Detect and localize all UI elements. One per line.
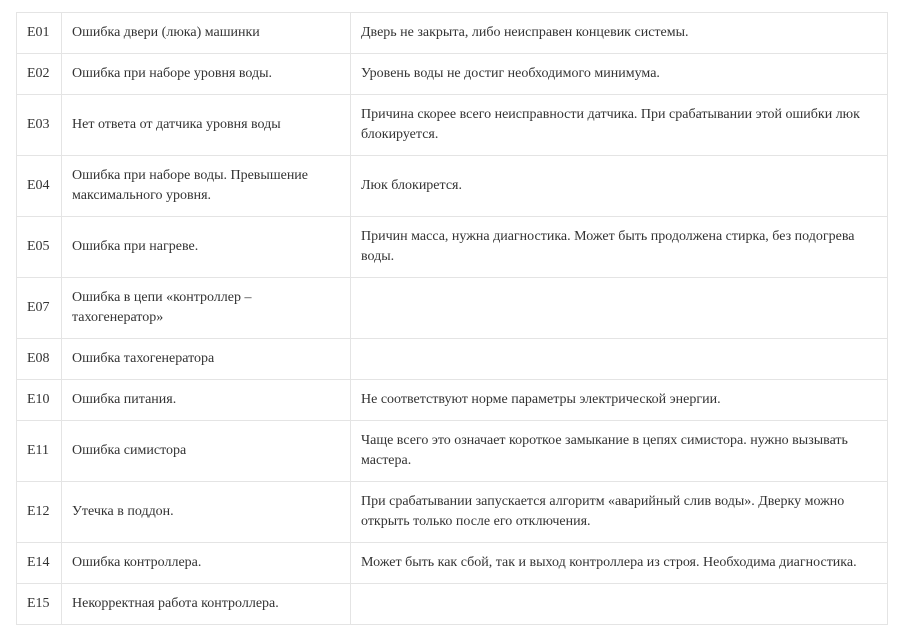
table-row: [17, 482, 888, 543]
error-code-cell: E02: [17, 54, 62, 95]
error-name-cell: Ошибка при наборе воды. Превышение максимального уровня.: [62, 156, 351, 217]
error-name-cell: Утечка в поддон.: [62, 482, 351, 543]
error-name-cell: Ошибка контроллера.: [62, 543, 351, 584]
error-codes-table: [16, 12, 888, 625]
error-code-cell: E04: [17, 156, 62, 217]
error-name-cell: Ошибка тахогенератора: [62, 339, 351, 380]
error-description-cell: [351, 278, 888, 339]
table-row: [17, 156, 888, 217]
table-row: [17, 543, 888, 584]
error-description-cell: Люк блокирется.: [351, 156, 888, 217]
error-description-cell: Уровень воды не достиг необходимого минимума.: [351, 54, 888, 95]
table-row: [17, 95, 888, 156]
error-name-cell: Ошибка при нагреве.: [62, 217, 351, 278]
error-description-cell: При срабатывании запускается алгоритм «аварийный слив воды». Дверку можно открыть только после его отключения.: [351, 482, 888, 543]
error-description-cell: Не соответствуют норме параметры электрической энергии.: [351, 380, 888, 421]
error-code-cell: E15: [17, 584, 62, 625]
error-name-cell: Нет ответа от датчика уровня воды: [62, 95, 351, 156]
error-description-cell: [351, 584, 888, 625]
error-codes-table-body: [17, 13, 888, 625]
error-description-cell: Причин масса, нужна диагностика. Может быть продолжена стирка, без подогрева воды.: [351, 217, 888, 278]
error-description-cell: Причина скорее всего неисправности датчика. При срабатывании этой ошибки люк блокируется.: [351, 95, 888, 156]
error-code-cell: E12: [17, 482, 62, 543]
error-code-cell: E11: [17, 421, 62, 482]
error-name-cell: Ошибка при наборе уровня воды.: [62, 54, 351, 95]
error-code-cell: E05: [17, 217, 62, 278]
error-name-cell: Некорректная работа контроллера.: [62, 584, 351, 625]
table-row: [17, 13, 888, 54]
error-description-cell: [351, 339, 888, 380]
error-code-cell: E01: [17, 13, 62, 54]
table-row: [17, 421, 888, 482]
table-row: [17, 380, 888, 421]
error-name-cell: Ошибка в цепи «контроллер – тахогенератор»: [62, 278, 351, 339]
error-description-cell: Может быть как сбой, так и выход контроллера из строя. Необходима диагностика.: [351, 543, 888, 584]
error-code-cell: E10: [17, 380, 62, 421]
error-code-cell: E03: [17, 95, 62, 156]
error-code-cell: E08: [17, 339, 62, 380]
error-description-cell: Чаще всего это означает короткое замыкание в цепях симистора. нужно вызывать мастера.: [351, 421, 888, 482]
error-description-cell: Дверь не закрыта, либо неисправен концевик системы.: [351, 13, 888, 54]
error-name-cell: Ошибка двери (люка) машинки: [62, 13, 351, 54]
error-name-cell: Ошибка питания.: [62, 380, 351, 421]
error-name-cell: Ошибка симистора: [62, 421, 351, 482]
table-row: [17, 54, 888, 95]
table-row: [17, 217, 888, 278]
table-row: [17, 339, 888, 380]
error-code-cell: E07: [17, 278, 62, 339]
table-row: [17, 584, 888, 625]
error-code-cell: E14: [17, 543, 62, 584]
table-row: [17, 278, 888, 339]
